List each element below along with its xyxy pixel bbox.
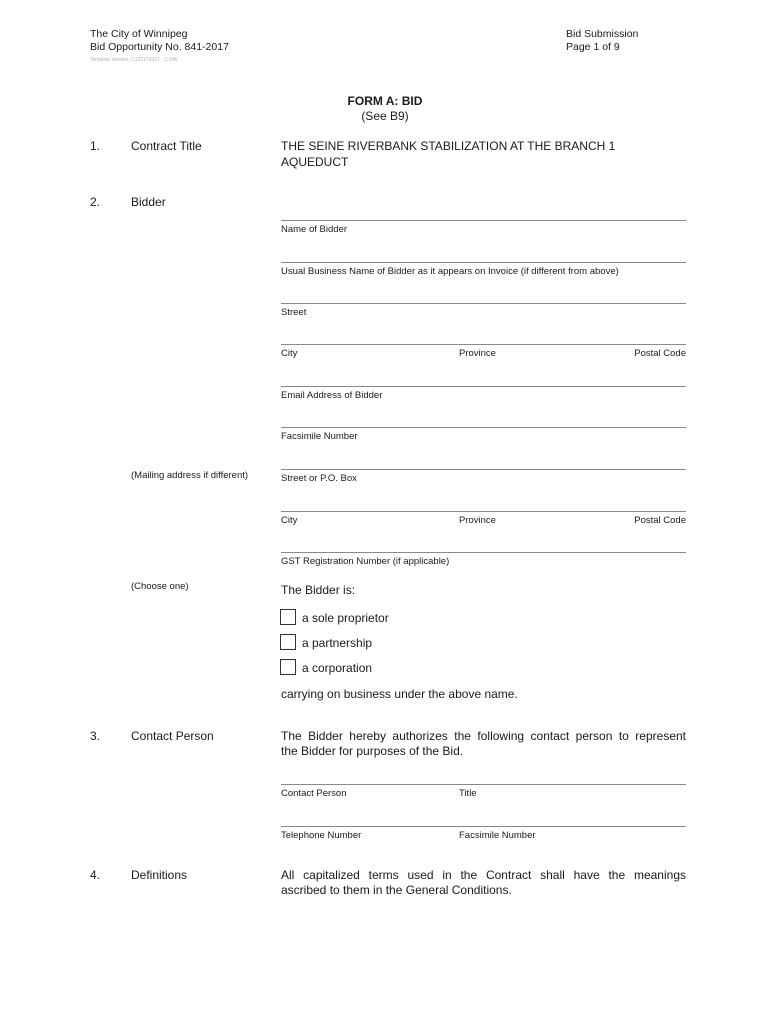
province-caption: Province — [459, 348, 496, 359]
street-caption: Street — [281, 307, 307, 318]
street-line[interactable] — [281, 303, 686, 304]
contact-title-caption: Title — [459, 788, 477, 799]
section-label-contact-person: Contact Person — [131, 729, 214, 743]
city-province-postal-line[interactable] — [281, 344, 686, 345]
telephone-caption: Telephone Number — [281, 830, 362, 841]
fax-line[interactable] — [281, 427, 686, 428]
sole-proprietor-checkbox[interactable] — [280, 609, 296, 625]
email-caption: Email Address of Bidder — [281, 390, 383, 401]
definitions-text-line2: ascribed to them in the General Conditions. — [281, 883, 512, 897]
header-template-version: Template Version: C120170317 - C RW — [90, 57, 178, 63]
header-city: The City of Winnipeg — [90, 28, 188, 40]
usual-business-name-caption: Usual Business Name of Bidder as it appears on Invoice (if different from above) — [281, 266, 619, 277]
telephone-fax-line[interactable] — [281, 826, 686, 827]
contact-authorization-line1: The Bidder hereby authorizes the following contact person to represent — [281, 729, 686, 743]
mailing-province-caption: Province — [459, 515, 496, 526]
header-bid-opportunity: Bid Opportunity No. 841-2017 — [90, 41, 229, 53]
section-label-bidder: Bidder — [131, 195, 166, 209]
section-label-definitions: Definitions — [131, 868, 188, 882]
section-label-contract-title: Contract Title — [131, 139, 202, 153]
section-number: 2. — [90, 195, 101, 209]
form-subtitle: (See B9) — [361, 109, 409, 123]
fax-caption: Facsimile Number — [281, 431, 358, 442]
mailing-city-caption: City — [281, 515, 298, 526]
form-title: FORM A: BID — [347, 94, 423, 108]
choose-one-label: (Choose one) — [131, 581, 189, 592]
contact-person-caption: Contact Person — [281, 788, 347, 799]
section-number: 4. — [90, 868, 101, 882]
city-caption: City — [281, 348, 298, 359]
mailing-street-caption: Street or P.O. Box — [281, 473, 357, 484]
gst-caption: GST Registration Number (if applicable) — [281, 556, 450, 567]
usual-business-name-line[interactable] — [281, 262, 686, 263]
postal-code-caption: Postal Code — [634, 348, 686, 359]
bidder-is-text: The Bidder is: — [281, 583, 356, 597]
gst-line[interactable] — [281, 552, 686, 553]
mailing-address-label: (Mailing address if different) — [131, 470, 249, 481]
partnership-checkbox[interactable] — [280, 634, 296, 650]
header-page-number: Page 1 of 9 — [566, 41, 620, 53]
definitions-text-line1: All capitalized terms used in the Contract shall have the meanings — [281, 868, 686, 882]
corporation-checkbox[interactable] — [280, 659, 296, 675]
carrying-on-business-text: carrying on business under the above name. — [281, 687, 518, 701]
mailing-city-province-postal-line[interactable] — [281, 511, 686, 512]
corporation-label: a corporation — [302, 661, 373, 675]
bidder-name-caption: Name of Bidder — [281, 224, 348, 235]
contact-person-title-line[interactable] — [281, 784, 686, 785]
header-bid-submission: Bid Submission — [566, 28, 639, 40]
contact-fax-caption: Facsimile Number — [459, 830, 536, 841]
contract-title-line1: THE SEINE RIVERBANK STABILIZATION AT THE BRANCH 1 — [281, 139, 616, 153]
contract-title-line2: AQUEDUCT — [281, 155, 349, 169]
mailing-postal-code-caption: Postal Code — [634, 515, 686, 526]
contact-authorization-line2: the Bidder for purposes of the Bid. — [281, 744, 464, 758]
section-number: 1. — [90, 139, 101, 153]
email-line[interactable] — [281, 386, 686, 387]
mailing-street-line[interactable] — [281, 469, 686, 470]
section-number: 3. — [90, 729, 101, 743]
bidder-name-line[interactable] — [281, 220, 686, 221]
partnership-label: a partnership — [302, 636, 373, 650]
sole-proprietor-label: a sole proprietor — [302, 611, 389, 625]
